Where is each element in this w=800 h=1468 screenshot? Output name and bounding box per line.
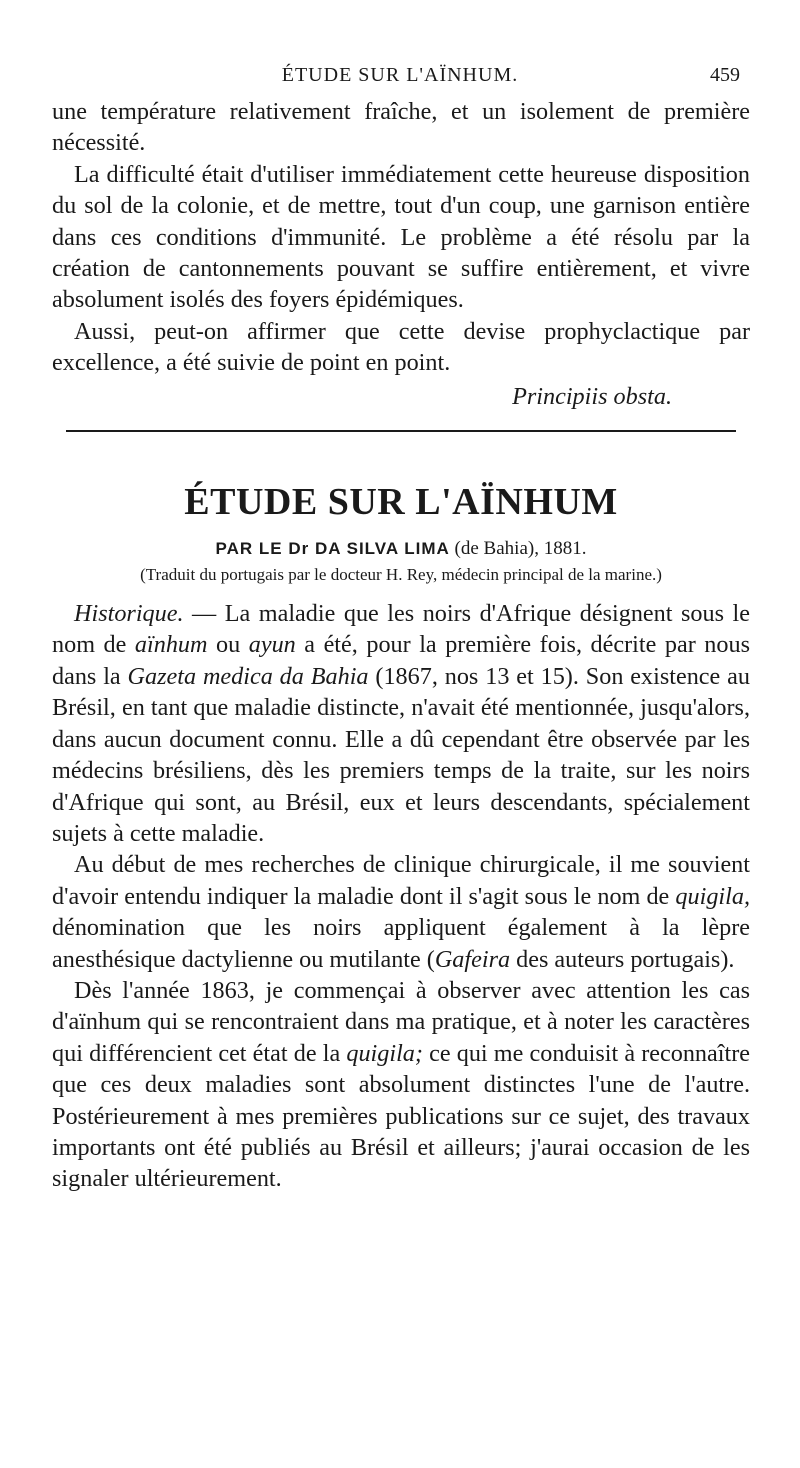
- paragraph-aussi: Aussi, peut-on affirmer que cette devise prophyclactique par excellence, a été suivie de point en point.: [52, 317, 750, 377]
- running-head: [0, 64, 800, 94]
- paragraph-difficulte: La difficulté était d'utiliser immédiatement cette heureuse disposition du sol de la colonie, et de mettre, tout d'un coup, une garnison entière dans ces conditions d'immunité. Le problème a été résolu par la création de cantonnements pouvant se suffire entièrement, et vivre absolument isolés des foyers épidémiques.: [52, 160, 750, 314]
- running-head-title: ÉTUDE SUR L'AÏNHUM.: [281, 64, 519, 86]
- term-ayun: ayun: [248, 631, 296, 659]
- term-ainhum: aïnhum: [134, 631, 208, 659]
- byline: [52, 537, 750, 561]
- article-title: ÉTUDE SUR L'AÏNHUM: [184, 481, 618, 524]
- term-gafeira: Gafeira: [434, 945, 511, 973]
- byline-origin: (de Bahia), 1881.: [454, 538, 587, 560]
- continued-paragraph: une température relativement fraîche, et un isolement de première nécessité.: [52, 98, 750, 157]
- byline-author: PAR LE Dr DA SILVA LIMA: [215, 539, 450, 559]
- closing-motto: Principiis obsta.: [512, 382, 672, 410]
- section-lead: Historique.: [74, 600, 184, 628]
- page-body: [52, 96, 750, 1195]
- paragraph-historique: Historique. — La maladie que les noirs d'Afrique désignent sous le nom de aïnhum ou ayun a été, pour la première fois, décrite par nous dans la Gazeta medica da Bahia (1867, nos 13 et 15). Son existence au Brésil, en tant que maladie distincte, n'avait été mentionnée, jusqu'alors, dans aucun document connu. Elle a dû cependant être observée par les médecins brésiliens, dès les premiers temps de la traite, sur les noirs d'Afrique qui sont, au Brésil, eux et leurs descendants, spécialement sujets à cette maladie.: [52, 600, 750, 847]
- translator-note: (Traduit du portugais par le docteur H. Rey, médecin principal de la marine.): [140, 565, 662, 585]
- paragraph-debut: Au début de mes recherches de clinique chirurgicale, il me souvient d'avoir entendu indiquer la maladie dont il s'agit sous le nom de quigila, dénomination que les noirs appliquent également à la lèpre anesthésique dactylienne ou mutilante (Gafeira des auteurs portugais).: [52, 851, 750, 973]
- term-quigila: quigila,: [675, 882, 750, 910]
- term-quigila-2: quigila;: [346, 1039, 423, 1067]
- journal-title: Gazeta medica da Bahia: [127, 662, 369, 690]
- paragraph-des: Dès l'année 1863, je commençai à observer avec attention les cas d'aïnhum qui se rencontraient dans ma pratique, et à noter les caractères qui différencient cet état de la quigila; ce qui me conduisit à reconnaître que ces deux maladies sont absolument distinctes l'une de l'autre. Postérieurement à mes premières publications sur ce sujet, des travaux importants ont été publiés au Brésil et ailleurs; j'aurai occasion de les signaler ultérieurement.: [52, 976, 750, 1193]
- section-divider: [66, 430, 736, 432]
- page-number: 459: [710, 64, 740, 86]
